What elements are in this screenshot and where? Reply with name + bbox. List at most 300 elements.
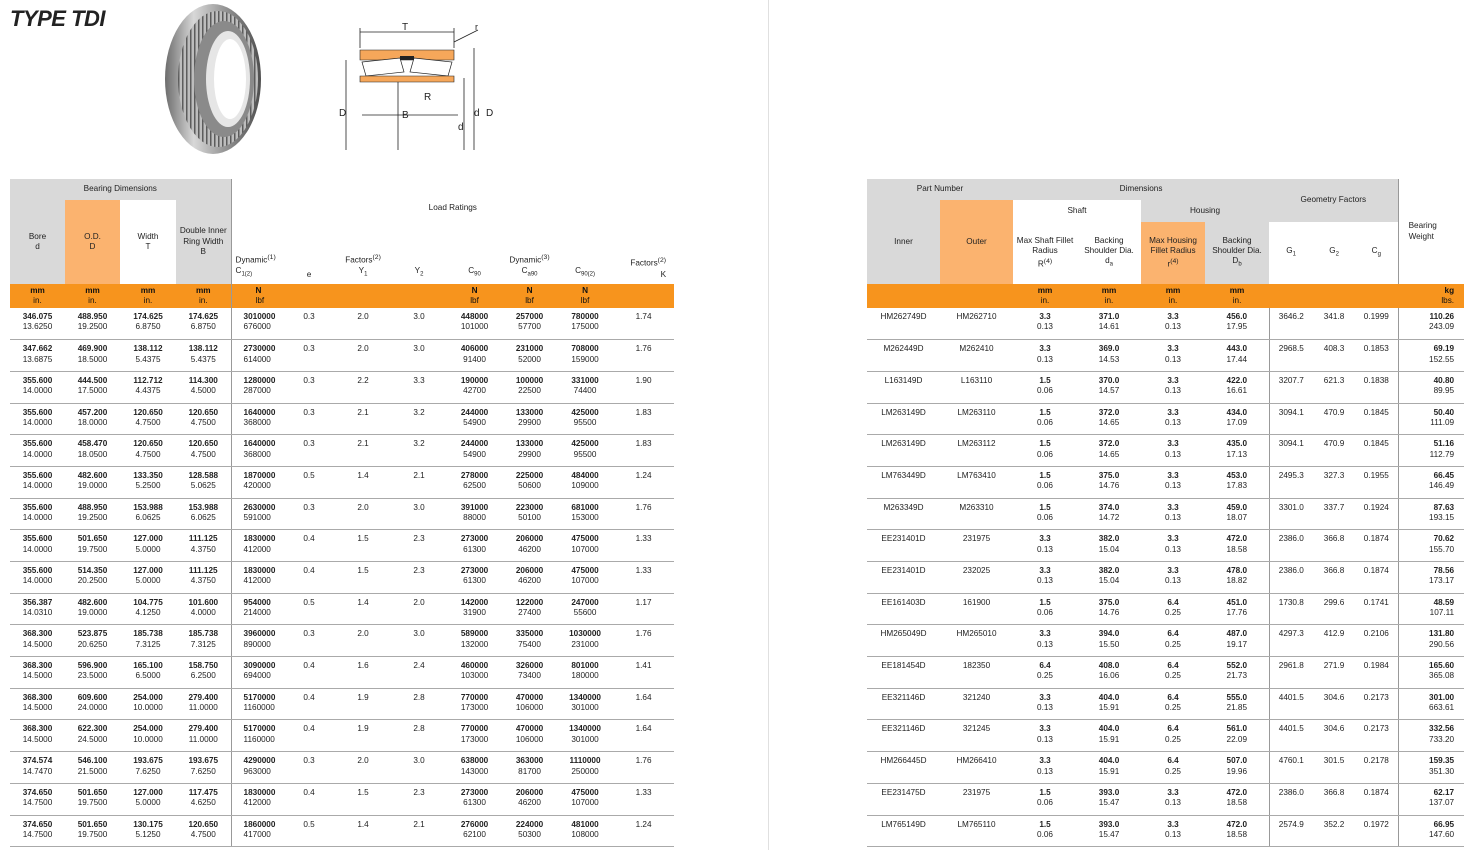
weight-cell-imperial: 146.49 bbox=[1429, 481, 1455, 491]
width-cell-metric: 112.712 bbox=[133, 375, 163, 385]
shaft-shoulder-cell-metric: 370.0 bbox=[1098, 375, 1120, 385]
width-cell-metric: 127.000 bbox=[133, 534, 163, 544]
housing-fillet-cell-metric: 3.3 bbox=[1167, 470, 1179, 480]
table-row bbox=[10, 752, 674, 784]
g1-cell bbox=[1269, 752, 1313, 784]
double-inner-width-header: Double Inner Ring Width B bbox=[176, 200, 231, 284]
housing-shoulder-cell bbox=[1205, 466, 1269, 498]
g1-cell bbox=[1269, 815, 1313, 847]
e-cell bbox=[283, 720, 335, 752]
ca90-header: Dynamic$^{(3)}$ $C_{a90}$ bbox=[502, 238, 557, 284]
g2-cell-metric: 327.3 bbox=[1323, 470, 1345, 480]
weight-cell-metric: 165.60 bbox=[1429, 661, 1455, 671]
g1-cell-metric: 1730.8 bbox=[1278, 597, 1304, 607]
housing-fillet-cell-imperial: 0.13 bbox=[1165, 386, 1181, 396]
cg-cell bbox=[1355, 815, 1398, 847]
housing-shoulder-cell-imperial: 18.82 bbox=[1226, 576, 1248, 586]
ca90-cell-imperial: 57700 bbox=[518, 322, 541, 332]
shaft-shoulder-cell-imperial: 15.04 bbox=[1098, 576, 1120, 586]
housing-fillet-cell-metric: 3.3 bbox=[1167, 375, 1179, 385]
c90-cell bbox=[447, 466, 502, 498]
outer-cell-metric: LM765110 bbox=[957, 819, 996, 829]
bore-cell bbox=[10, 720, 65, 752]
inner-cell-metric: EE321146D bbox=[881, 692, 926, 702]
housing-shoulder-cell-imperial: 21.73 bbox=[1226, 671, 1248, 681]
e-cell bbox=[283, 498, 335, 530]
inner-cell-metric: L163149D bbox=[884, 375, 923, 385]
housing-fillet-cell bbox=[1141, 308, 1205, 340]
e-cell bbox=[283, 815, 335, 847]
outer-cell-metric: HM265010 bbox=[956, 629, 997, 639]
table-row bbox=[10, 657, 674, 689]
double-inner-cell-imperial: 4.6250 bbox=[190, 798, 216, 808]
y2-cell-metric: 2.8 bbox=[413, 692, 425, 702]
c90-2-cell-imperial: 159000 bbox=[571, 354, 599, 364]
c1-cell-metric: 954000 bbox=[243, 597, 271, 607]
shaft-shoulder-cell-metric: 372.0 bbox=[1098, 439, 1120, 449]
outer-cell-metric: 161900 bbox=[962, 597, 991, 607]
cg-cell-metric: 0.2178 bbox=[1363, 756, 1389, 766]
table-row bbox=[867, 657, 1464, 689]
width-cell bbox=[120, 435, 176, 467]
e-cell-metric: 0.4 bbox=[303, 566, 315, 575]
y2-cell-metric: 2.1 bbox=[413, 819, 425, 829]
k-cell-metric: 1.64 bbox=[635, 692, 652, 702]
ca90-cell bbox=[502, 403, 557, 435]
outer-cell-metric: 321240 bbox=[962, 692, 991, 702]
shaft-shoulder-cell bbox=[1077, 593, 1141, 625]
housing-fillet-cell-metric: 6.4 bbox=[1167, 756, 1179, 766]
weight-cell bbox=[1398, 562, 1464, 594]
bore-cell bbox=[10, 466, 65, 498]
od-cell bbox=[65, 435, 120, 467]
c1-cell-imperial: 417000 bbox=[243, 829, 271, 839]
shaft-shoulder-cell bbox=[1077, 371, 1141, 403]
housing-shoulder-cell-metric: 555.0 bbox=[1226, 692, 1248, 702]
width-cell bbox=[120, 498, 176, 530]
g2-cell bbox=[1313, 593, 1355, 625]
k-cell bbox=[613, 815, 674, 847]
ca90-cell bbox=[502, 371, 557, 403]
outer-cell-metric: LM263112 bbox=[957, 439, 996, 449]
g2-cell-metric: 304.6 bbox=[1323, 724, 1345, 734]
y1-cell bbox=[335, 688, 391, 720]
ca90-cell-imperial: 52000 bbox=[518, 354, 541, 364]
bore-cell-imperial: 14.7500 bbox=[22, 798, 53, 808]
width-cell bbox=[120, 752, 176, 784]
c90-cell-imperial: 61300 bbox=[463, 798, 486, 808]
c90-2-cell bbox=[557, 466, 613, 498]
ca90-cell-imperial: 106000 bbox=[515, 734, 544, 744]
shaft-shoulder-cell-imperial: 14.76 bbox=[1098, 608, 1120, 618]
od-cell bbox=[65, 562, 120, 594]
outer-header: Outer bbox=[940, 200, 1013, 284]
shaft-fillet-cell bbox=[1013, 498, 1077, 530]
e-cell bbox=[283, 657, 335, 689]
ca90-cell-imperial: 46200 bbox=[518, 798, 541, 808]
ca90-cell-imperial: 106000 bbox=[515, 703, 544, 713]
inner-cell bbox=[867, 403, 940, 435]
cg-cell bbox=[1355, 562, 1398, 594]
double-inner-cell-metric: 128.588 bbox=[188, 470, 219, 480]
k-cell-metric: 1.17 bbox=[635, 597, 652, 607]
ca90-cell-imperial: 50600 bbox=[518, 481, 541, 491]
shaft-fillet-cell-imperial: 0.13 bbox=[1037, 576, 1053, 586]
housing-shoulder-cell-metric: 472.0 bbox=[1226, 819, 1248, 829]
svg-text:B: B bbox=[402, 110, 409, 121]
c90-2-cell-imperial: 95500 bbox=[573, 417, 597, 427]
c90-cell-imperial: 62500 bbox=[463, 481, 486, 491]
housing-shoulder-cell-imperial: 18.07 bbox=[1226, 513, 1248, 523]
c1-cell-imperial: 412000 bbox=[243, 576, 271, 586]
shaft-fillet-cell-imperial: 0.13 bbox=[1037, 639, 1053, 649]
weight-cell-metric: 70.62 bbox=[1433, 534, 1455, 544]
c1-cell bbox=[231, 308, 283, 340]
housing-shoulder-cell-metric: 456.0 bbox=[1226, 312, 1248, 321]
shaft-shoulder-cell bbox=[1077, 308, 1141, 340]
shaft-shoulder-cell bbox=[1077, 530, 1141, 562]
c90-2-cell-imperial: 301000 bbox=[571, 734, 599, 744]
cg-cell bbox=[1355, 657, 1398, 689]
g2-cell bbox=[1313, 657, 1355, 689]
g2-cell-metric: 304.6 bbox=[1323, 692, 1345, 702]
e-cell bbox=[283, 688, 335, 720]
double-inner-cell-imperial: 4.7500 bbox=[190, 829, 216, 839]
double-inner-cell bbox=[176, 783, 231, 815]
weight-cell bbox=[1398, 688, 1464, 720]
shaft-shoulder-cell-metric: 375.0 bbox=[1098, 470, 1120, 480]
housing-fillet-cell-imperial: 0.25 bbox=[1165, 608, 1181, 618]
y1-cell-metric: 1.6 bbox=[357, 661, 369, 671]
ca90-cell bbox=[502, 498, 557, 530]
inner-cell bbox=[867, 783, 940, 815]
weight-cell-metric: 48.59 bbox=[1433, 597, 1455, 607]
c90-2-cell-imperial: 107000 bbox=[571, 544, 599, 554]
c1-cell-imperial: 368000 bbox=[243, 449, 271, 459]
svg-text:R: R bbox=[424, 92, 432, 103]
od-cell-imperial: 21.5000 bbox=[77, 766, 108, 776]
shaft-shoulder-cell bbox=[1077, 562, 1141, 594]
g2-cell bbox=[1313, 625, 1355, 657]
c90-2-cell-imperial: 55600 bbox=[573, 608, 597, 618]
c90-2-cell bbox=[557, 403, 613, 435]
c1-cell-metric: 3090000 bbox=[243, 661, 276, 671]
outer-cell bbox=[940, 783, 1013, 815]
inner-cell-metric: LM763449D bbox=[881, 470, 926, 480]
y1-cell bbox=[335, 720, 391, 752]
shaft-fillet-cell-metric: 1.5 bbox=[1039, 375, 1051, 385]
table-row bbox=[867, 435, 1464, 467]
weight-cell bbox=[1398, 783, 1464, 815]
g2-cell-metric: 337.7 bbox=[1323, 502, 1345, 512]
housing-shoulder-cell bbox=[1205, 308, 1269, 340]
bore-cell-metric: 374.574 bbox=[22, 756, 53, 766]
shaft-fillet-cell-metric: 1.5 bbox=[1039, 407, 1051, 417]
e-cell-metric: 0.5 bbox=[303, 597, 315, 607]
bore-cell-imperial: 13.6875 bbox=[22, 354, 53, 364]
load-ratings-body bbox=[10, 308, 674, 847]
k-cell bbox=[613, 435, 674, 467]
housing-fillet-cell bbox=[1141, 340, 1205, 372]
od-cell-imperial: 23.5000 bbox=[77, 671, 108, 681]
c1-cell-metric: 1640000 bbox=[243, 439, 276, 449]
g1-cell-metric: 4760.1 bbox=[1278, 756, 1304, 766]
g2-cell-metric: 366.8 bbox=[1323, 534, 1345, 544]
width-cell-metric: 185.738 bbox=[133, 629, 163, 639]
width-cell-imperial: 5.0000 bbox=[135, 798, 161, 808]
k-cell-metric: 1.33 bbox=[635, 787, 652, 797]
g1-cell-metric: 2574.9 bbox=[1278, 819, 1304, 829]
cg-cell bbox=[1355, 688, 1398, 720]
ca90-cell bbox=[502, 783, 557, 815]
k-cell-metric: 1.33 bbox=[635, 566, 652, 575]
shaft-shoulder-cell-imperial: 15.91 bbox=[1098, 734, 1120, 744]
c90-header: $C_{90}$ bbox=[447, 238, 502, 284]
y1-header: Factors$^{(2)}$ $Y_1$ bbox=[335, 238, 391, 284]
g2-cell-metric: 341.8 bbox=[1323, 312, 1345, 321]
e-cell bbox=[283, 593, 335, 625]
c90-cell bbox=[447, 435, 502, 467]
double-inner-cell-imperial: 6.0625 bbox=[190, 513, 216, 523]
c90-cell-metric: 273000 bbox=[460, 787, 489, 797]
e-cell-metric: 0.4 bbox=[303, 724, 315, 734]
svg-text:D: D bbox=[339, 108, 347, 119]
units-row: mm in. mm in. mm in. mm in. N lbf N lbf N lbf N lbf bbox=[10, 284, 674, 308]
c1-cell-metric: 1860000 bbox=[243, 819, 276, 829]
shaft-shoulder-cell bbox=[1077, 720, 1141, 752]
shaft-fillet-cell bbox=[1013, 435, 1077, 467]
y2-cell bbox=[391, 720, 447, 752]
c90-cell bbox=[447, 752, 502, 784]
cg-cell-metric: 0.2173 bbox=[1363, 692, 1389, 702]
od-cell-metric: 469.900 bbox=[77, 344, 108, 354]
width-cell bbox=[120, 340, 176, 372]
housing-fillet-cell-metric: 3.3 bbox=[1167, 819, 1179, 829]
housing-fillet-cell-metric: 6.4 bbox=[1167, 597, 1179, 607]
y2-cell bbox=[391, 340, 447, 372]
bore-cell-imperial: 14.5000 bbox=[22, 734, 53, 744]
y2-cell bbox=[391, 435, 447, 467]
od-cell bbox=[65, 498, 120, 530]
weight-cell-metric: 159.35 bbox=[1429, 756, 1455, 766]
g1-cell bbox=[1269, 720, 1313, 752]
shaft-shoulder-cell-metric: 393.0 bbox=[1098, 819, 1120, 829]
width-cell-imperial: 6.0625 bbox=[135, 513, 161, 523]
shaft-shoulder-cell-metric: 375.0 bbox=[1098, 597, 1120, 607]
e-cell-metric: 0.3 bbox=[303, 756, 315, 766]
od-cell-metric: 622.300 bbox=[77, 724, 108, 734]
inner-cell bbox=[867, 657, 940, 689]
housing-fillet-cell-metric: 3.3 bbox=[1167, 787, 1179, 797]
k-cell bbox=[613, 530, 674, 562]
weight-cell-metric: 69.19 bbox=[1433, 344, 1455, 354]
y1-cell bbox=[335, 530, 391, 562]
c90-2-cell-metric: 780000 bbox=[571, 312, 599, 321]
shaft-fillet-cell-metric: 1.5 bbox=[1039, 502, 1051, 512]
y1-cell-metric: 1.4 bbox=[357, 819, 369, 829]
double-inner-cell bbox=[176, 435, 231, 467]
ca90-cell bbox=[502, 625, 557, 657]
ca90-cell-imperial: 75400 bbox=[518, 639, 541, 649]
width-cell bbox=[120, 530, 176, 562]
c1-cell-imperial: 694000 bbox=[243, 671, 271, 681]
inner-cell bbox=[867, 688, 940, 720]
od-cell-imperial: 24.5000 bbox=[77, 734, 108, 744]
g2-cell bbox=[1313, 688, 1355, 720]
od-cell-metric: 596.900 bbox=[77, 661, 108, 671]
shaft-shoulder-cell-imperial: 15.47 bbox=[1098, 798, 1120, 808]
od-cell-metric: 546.100 bbox=[77, 756, 108, 766]
y2-cell-metric: 3.0 bbox=[413, 629, 425, 639]
g1-cell-metric: 3094.1 bbox=[1278, 439, 1304, 449]
table-row bbox=[867, 340, 1464, 372]
width-cell bbox=[120, 593, 176, 625]
inner-cell-metric: M263349D bbox=[883, 502, 924, 512]
g1-cell bbox=[1269, 308, 1313, 340]
housing-fillet-cell bbox=[1141, 657, 1205, 689]
housing-fillet-cell bbox=[1141, 371, 1205, 403]
housing-fillet-cell-imperial: 0.13 bbox=[1165, 513, 1181, 523]
housing-fillet-cell-metric: 6.4 bbox=[1167, 724, 1179, 734]
c1-cell bbox=[231, 466, 283, 498]
housing-fillet-cell bbox=[1141, 562, 1205, 594]
shaft-fillet-cell-imperial: 0.06 bbox=[1037, 798, 1053, 808]
c1-cell-imperial: 420000 bbox=[243, 481, 271, 491]
bore-cell-imperial: 14.0000 bbox=[22, 449, 53, 459]
ca90-cell-metric: 470000 bbox=[515, 692, 544, 702]
c1-cell bbox=[231, 403, 283, 435]
outer-cell-metric: LM763410 bbox=[957, 470, 996, 480]
g1-cell bbox=[1269, 466, 1313, 498]
double-inner-cell-imperial: 4.5000 bbox=[190, 386, 216, 396]
housing-fillet-cell-metric: 3.3 bbox=[1167, 344, 1179, 354]
y1-cell bbox=[335, 752, 391, 784]
width-cell bbox=[120, 308, 176, 340]
ca90-cell-metric: 470000 bbox=[515, 724, 544, 734]
ca90-cell-imperial: 50300 bbox=[518, 829, 541, 839]
shaft-shoulder-cell bbox=[1077, 435, 1141, 467]
width-cell-imperial: 10.0000 bbox=[133, 734, 163, 744]
y1-cell bbox=[335, 435, 391, 467]
table-row bbox=[10, 783, 674, 815]
y1-cell-metric: 2.0 bbox=[357, 344, 369, 354]
c1-cell-metric: 1280000 bbox=[243, 375, 276, 385]
double-inner-cell bbox=[176, 657, 231, 689]
table-row bbox=[10, 308, 674, 340]
od-cell-imperial: 20.2500 bbox=[77, 576, 108, 586]
weight-cell-imperial: 193.15 bbox=[1429, 513, 1455, 523]
weight-cell bbox=[1398, 657, 1464, 689]
c90-2-cell-metric: 425000 bbox=[571, 439, 599, 449]
cg-cell bbox=[1355, 340, 1398, 372]
double-inner-cell-imperial: 5.4375 bbox=[190, 354, 216, 364]
inner-cell bbox=[867, 752, 940, 784]
c1-cell-metric: 5170000 bbox=[243, 692, 276, 702]
load-ratings-table bbox=[10, 179, 674, 847]
od-cell bbox=[65, 308, 120, 340]
cg-cell bbox=[1355, 530, 1398, 562]
outer-cell bbox=[940, 340, 1013, 372]
bore-cell bbox=[10, 752, 65, 784]
ca90-cell bbox=[502, 657, 557, 689]
y2-cell-metric: 3.0 bbox=[413, 502, 425, 512]
cg-cell-metric: 0.1999 bbox=[1363, 312, 1389, 321]
housing-shoulder-cell-metric: 451.0 bbox=[1226, 597, 1248, 607]
inner-cell bbox=[867, 625, 940, 657]
inner-cell-metric: HM266445D bbox=[880, 756, 927, 766]
housing-fillet-cell bbox=[1141, 783, 1205, 815]
bore-cell-metric: 374.650 bbox=[22, 819, 53, 829]
ca90-cell bbox=[502, 815, 557, 847]
shaft-shoulder-cell-imperial: 14.65 bbox=[1098, 449, 1120, 459]
e-cell-metric: 0.5 bbox=[303, 470, 315, 480]
double-inner-cell-metric: 101.600 bbox=[188, 597, 219, 607]
bore-cell-metric: 355.600 bbox=[22, 566, 53, 575]
od-header: O.D. D bbox=[65, 200, 120, 284]
y1-cell-metric: 2.1 bbox=[357, 439, 369, 449]
c1-cell-imperial: 412000 bbox=[243, 798, 271, 808]
double-inner-cell-imperial: 11.0000 bbox=[188, 703, 218, 713]
weight-cell-imperial: 155.70 bbox=[1429, 544, 1455, 554]
outer-cell bbox=[940, 435, 1013, 467]
od-cell-imperial: 18.0500 bbox=[77, 449, 108, 459]
ca90-cell-metric: 133000 bbox=[515, 439, 544, 449]
g1-cell-metric: 2386.0 bbox=[1278, 787, 1304, 797]
od-cell bbox=[65, 466, 120, 498]
weight-cell bbox=[1398, 498, 1464, 530]
dimensions-header: Dimensions bbox=[1013, 179, 1269, 200]
table-row bbox=[867, 403, 1464, 435]
y1-cell bbox=[335, 593, 391, 625]
g2-cell bbox=[1313, 720, 1355, 752]
double-inner-cell-imperial: 4.3750 bbox=[190, 576, 216, 586]
housing-fillet-cell-metric: 3.3 bbox=[1167, 407, 1179, 417]
shaft-fillet-cell-imperial: 0.06 bbox=[1037, 829, 1053, 839]
ca90-cell bbox=[502, 752, 557, 784]
housing-shoulder-cell-metric: 561.0 bbox=[1226, 724, 1248, 734]
shaft-shoulder-cell-metric: 369.0 bbox=[1098, 344, 1120, 354]
double-inner-cell bbox=[176, 340, 231, 372]
housing-fillet-cell-metric: 3.3 bbox=[1167, 566, 1179, 575]
g2-header: $G_2$ bbox=[1313, 222, 1355, 284]
c1-cell-metric: 1830000 bbox=[243, 787, 276, 797]
weight-cell-imperial: 137.07 bbox=[1429, 798, 1455, 808]
shaft-fillet-cell bbox=[1013, 593, 1077, 625]
cg-header: $C_g$ bbox=[1355, 222, 1398, 284]
cg-cell bbox=[1355, 435, 1398, 467]
c1-cell-metric: 5170000 bbox=[243, 724, 276, 734]
c90-cell-metric: 276000 bbox=[460, 819, 489, 829]
shaft-fillet-cell bbox=[1013, 466, 1077, 498]
housing-fillet-cell-metric: 3.3 bbox=[1167, 439, 1179, 449]
od-cell-metric: 501.650 bbox=[77, 819, 108, 829]
table-row bbox=[10, 688, 674, 720]
weight-cell-metric: 50.40 bbox=[1433, 407, 1455, 417]
y2-cell bbox=[391, 815, 447, 847]
bore-cell-metric: 368.300 bbox=[22, 692, 53, 702]
outer-cell bbox=[940, 308, 1013, 340]
c90-cell-imperial: 91400 bbox=[463, 354, 486, 364]
housing-fillet-cell bbox=[1141, 688, 1205, 720]
y1-cell-metric: 2.0 bbox=[357, 629, 369, 639]
width-cell-metric: 104.775 bbox=[133, 597, 163, 607]
geometry-factors-header: Geometry Factors bbox=[1269, 179, 1398, 222]
housing-fillet-cell-metric: 6.4 bbox=[1167, 629, 1179, 639]
bore-header: Bore d bbox=[10, 200, 65, 284]
ca90-cell bbox=[502, 466, 557, 498]
shaft-shoulder-cell bbox=[1077, 466, 1141, 498]
k-cell bbox=[613, 688, 674, 720]
